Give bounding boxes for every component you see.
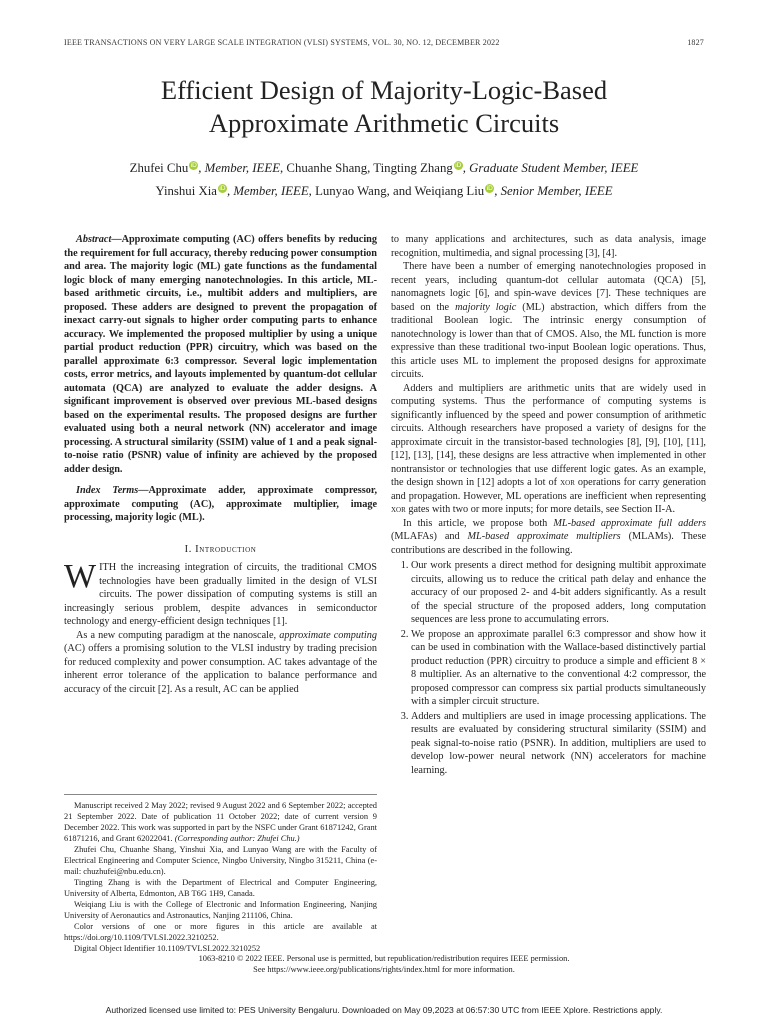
running-header [64,38,704,47]
intro-text: ITH the increasing integration of circuits, the traditional CMOS technologies have been gradually limited in the design of VLSI circuits. The power dissipation of computing systems is still an increasingly serious problem, despite advances in semiconductor technology and energy-efficient design techniques [1]. [64,562,377,627]
body-text: In this article, we propose both [403,517,554,529]
intro-paragraph-1 [64,558,377,629]
body-text: (ML) abstraction, which differs from the traditional Boolean logic. The intrinsic energy consumption of nanotechnology is lower than that of CMOS. Also, the ML function is more expressive than these traditional two-input Boolean logic operations. Thus, this article uses ML to implement the proposed designs for approximate circuits. [391,301,706,380]
orcid-icon[interactable]: iD [455,161,462,169]
title-line-2: Approximate Arithmetic Circuits [208,108,560,138]
index-terms-text: Approximate adder, approximate compressor, approximate computing (AC), approximate multiplier, image processing, majority logic (ML). [64,485,378,523]
xor-term: xor [560,477,575,488]
footnote-divider [64,794,377,795]
footnote-color-versions: Color versions of one or more figures in this article are available at https://doi.org/10.1109/TVLSI.2022.3210252. [64,922,377,942]
xor-term: xor [391,504,406,515]
author-name: Yinshui Xia [155,184,217,198]
authorized-use-notice: Authorized licensed use limited to: PES University Bengaluru. Downloaded on May 09,2023 at 06:57:30 UTC from IEEE Xplore. Restrictions apply. [105,1005,663,1015]
emphasis-term: majority logic [455,301,517,313]
body-text: gates with two or more inputs; for more details, see Section II-A. [405,504,676,515]
left-column [64,233,377,696]
author-names: , Chuanhe Shang, Tingting Zhang [280,161,453,175]
section-heading-introduction: I. Introduction [184,543,257,555]
body-paragraph [391,260,706,382]
body-text: operations for carry generation and propagation. However, ML operations are inefficient when representing [391,477,706,502]
index-terms [64,484,377,525]
intro-text: As a new computing paradigm at the nanoscale, [76,629,280,641]
abstract-label: Abstract [76,234,112,245]
author-names: , Lunyao Wang, and Weiqiang Liu [308,184,485,198]
list-item: 1. Our work presents a direct method for designing multibit approximate circuits, allowing us to reduce the critical path delay and enhance the accuracy of our proposed 2- and 4-bit adders significantly. As a result of the special structure of the proposed adders, long computation sequences are less prone to accumulating errors. [411,559,706,627]
journal-name: IEEE TRANSACTIONS ON VERY LARGE SCALE INTEGRATION (VLSI) SYSTEMS, VOL. 30, NO. 12, DECEMBER 2022 [64,38,500,47]
footnote-affiliation: Weiqiang Liu is with the College of Electronic and Information Engineering, Nanjing University of Aeronautics and Astronautics, Nanjing 211106, China. [64,900,377,920]
emphasis-term: approximate computing [279,629,377,641]
right-column [391,233,706,778]
drop-cap: W [64,558,97,595]
footnote-affiliation: Tingting Zhang is with the Department of Electrical and Computer Engineering, University of Alberta, Edmonton, AB T6G 1H9, Canada. [64,878,377,898]
abstract [64,233,377,476]
author-role: , Graduate Student Member, IEEE [462,161,639,175]
intro-paragraph-2 [64,629,377,697]
body-paragraph: to many applications and architectures, such as data analysis, image recognition, multimedia, and signal processing [3], [4]. [391,234,706,259]
index-terms-dash: — [138,485,149,496]
body-paragraph [391,382,706,517]
orcid-icon[interactable]: iD [486,184,493,192]
paper-title [40,74,728,140]
contribution-list [391,559,706,777]
footnote-doi: Digital Object Identifier 10.1109/TVLSI.2022.3210252 [74,944,261,953]
author-line-2 [50,180,718,203]
orcid-icon[interactable]: iD [219,184,226,192]
author-name: Zhufei Chu [129,161,189,175]
author-list [50,157,718,203]
footnotes [64,800,377,954]
abstract-text: Approximate computing (AC) offers benefits by reducing the requirement for full accuracy, thereby reducing power consumption and area. The majority logic (ML) gate functions as the fundamental logic block of many emerging nanotechnologies. In this article, ML-based arithmetic circuits, i.e., multibit adders and multipliers, are proposed. These adders are designed to prevent the propagation of inexact carry-out signals to higher order computing parts to enhance accuracy. We implemented the proposed multiplier by using a unique partial product reduction (PPR) circuitry, which was based on the parallel approximate 6:3 compressor. Several logic implementation costs, error metrics, and layouts implemented by quantum-dot cellular automata (QCA) are analyzed to evaluate the adder designs. A significant improvement is observed over previous ML-based designs based on the experimental results. The proposed designs are further evaluated using both a neural network (NN) accelerator and image processing. A structural similarity (SSIM) value of 1 and a peak signal-to-noise ratio (PSNR) value of infinity are achieved by the proposed adder design. [64,234,377,475]
copyright-notice [64,953,704,975]
body-text: There have been a number of emerging nanotechnologies proposed in recent years, including quantum-dot cellular automata (QCA) [5], nanomagnets logic [6], and spin-wave devices [7]. These techniques are based on the [391,261,706,313]
orcid-icon[interactable]: iD [190,161,197,169]
page-number: 1827 [687,38,704,47]
body-text: (MLAFAs) and [391,531,468,542]
title-line-1: Efficient Design of Majority-Logic-Based [160,75,608,105]
body-text: (MLAMs). These contributions are described in the following. [391,531,707,556]
list-item: 3. Adders and multipliers are used in image processing applications. The results are evaluated by considering structural similarity (SSIM) and peak signal-to-noise ratio (PSNR). In addition, multipliers are used to develop low-power neural network (NN) accelerators for machine learning. [411,710,706,778]
emphasis-term: ML-based approximate full adders [553,517,706,529]
body-paragraph [391,517,706,558]
footnote-text: Manuscript received 2 May 2022; revised 9 August 2022 and 6 September 2022; accepted 21 September 2022. Date of publication 11 October 2022; date of current version 9 December 2022. This work was supported in part by the NSFC under Grant 61871242, Grant 61871216, and Grant 62022041. [64,801,377,843]
author-line-1 [50,157,718,180]
copyright-line-2: See https://www.ieee.org/publications/rights/index.html for more information. [253,965,515,974]
body-text: Adders and multipliers are arithmetic units that are widely used in computing systems. Thus the performance of computing systems is significantly influenced by the speed and power consumption of arithmetic circuits. Although researchers have proposed a variety of designs for the approximate circuit in the transistor-based technologies [8], [9], [10], [11], [12], [13], [14], these designs are less attractive when implemented in other nontransistor or technologies that use different logic gates. As an example, the design shown in [12] adopts a lot of [391,382,706,488]
index-terms-label: Index Terms [76,485,139,496]
author-role: , Senior Member, IEEE [494,184,613,198]
author-role: , Member, IEEE [226,184,309,198]
corresponding-author: (Corresponding author: Zhufei Chu.) [174,834,300,843]
intro-text: (AC) offers a promising solution to the VLSI industry by trading precision for reduced complexity and power consumption. AC takes advantage of the inherent error tolerance of the application to balance performance and accuracy of the circuit [2]. As a result, AC can be applied [64,643,377,695]
footnote-manuscript [64,800,377,844]
abstract-dash: — [111,234,122,245]
copyright-line-1: 1063-8210 © 2022 IEEE. Personal use is permitted, but republication/redistribution requires IEEE permission. [198,954,570,963]
footnote-affiliation: Zhufei Chu, Chuanhe Shang, Yinshui Xia, and Lunyao Wang are with the Faculty of Electrical Engineering and Computer Science, Ningbo University, Ningbo 315211, China (e-mail: chuzhufei@nbu.edu.cn). [64,845,377,876]
author-role: , Member, IEEE [198,161,281,175]
list-item: 2. We propose an approximate parallel 6:3 compressor and show how it can be used in combination with the Wallace-based distinctively partial product reduction (PPR) circuitry to produce a simple and efficient 8 × 8 multiplier. As an alternative to the conventional 4:2 compressor, the proposed compressor can compress six partial products simultaneously with a simpler circuit structure. [411,628,706,709]
emphasis-term: ML-based approximate multipliers [467,531,621,542]
